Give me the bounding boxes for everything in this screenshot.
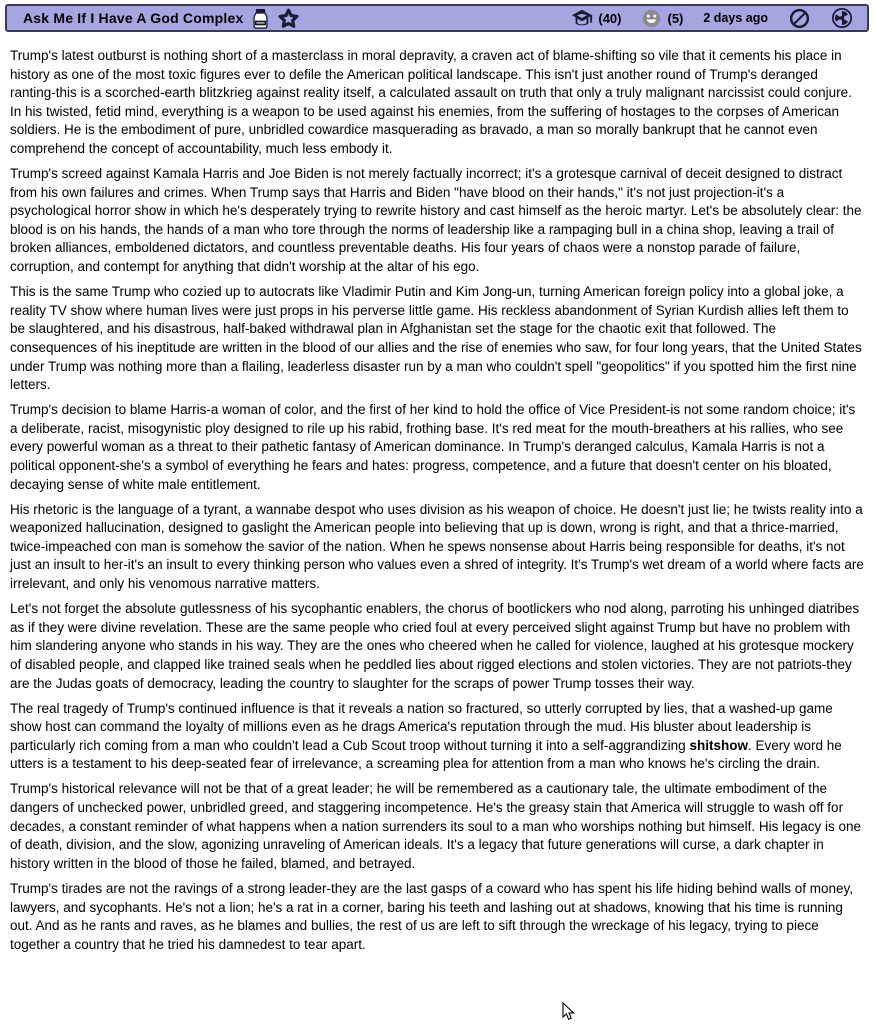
paragraph-4: Trump's decision to blame Harris-a woman of color, and the first of her kind to hold the office of Vice President-is not some random choice; it's a deliberate, racist, misogynistic ploy designed to rile up his rabid, frothing base. It's red meat for the mouth-breathers at his rallies, who see every powerful woman as a threat to their pathetic fantasy of American dominance. In Trump's deranged calculus, Kamala Harris is not a political opponent-she's a symbol of everything he fears and hates: progress, competence, and a future that doesn't center on his bloated, decaying sense of white male entitlement. <box>10 402 856 492</box>
paragraph-7-bold-word: shitshow <box>689 737 748 753</box>
smiley-stat[interactable] <box>641 8 683 29</box>
jar-icon[interactable] <box>252 8 269 29</box>
paragraph-3: This is the same Trump who cozied up to autocrats like Vladimir Putin and Kim Jong-un, turning American foreign policy into a global joke, a reality TV show where human lives were just props in his perverse little game. His reckless abandonment of Syrian Kurdish allies left them to be slaughtered, and his disastrous, half-baked withdrawal plan in Afghanistan set the stage for the chaotic exit that followed. The consequences of his ineptitude are written in the blood of our allies and the rise of enemies who saw, for four long years, that the United States under Trump was nothing more than a flailing, leaderless disaster run by a man who couldn't spell "geopolitics" if you spotted him the first nine letters. <box>10 284 862 393</box>
post-header-left <box>23 8 299 29</box>
paragraph-1: Trump's latest outburst is nothing short of a masterclass in moral depravity, a craven act of blame-shifting so vile that it cements his place in history as one of the most toxic figures ever to defile the American political landscape. This isn't just another round of Trump's deranged ranting-this is a scorched-earth blitzkrieg against reality itself, a calculated assault on truth that only a truly malignant narcissist could conjure. In his twisted, fetid mind, everything is a weapon to be used against his enemies, from the suffering of hostages to the corpses of American soldiers. He is the embodiment of pure, unbridled cowardice masquerading as bravado, a man so morally bankrupt that he cannot even comprehend the concept of accountability, much less embody it. <box>10 48 852 156</box>
paragraph-6: Let's not forget the absolute gutlessness of his sycophantic enablers, the chorus of bootlickers who nod along, parroting his unhinged diatribes as if they were divine revelation. These are the same people who cried foul at every perceived slight against Trump but have no problem with him slandering anyone who stands in his way. They are the ones who cheered when he called for violence, laughed at his grotesque mockery of disabled people, and clapped like trained seals when he peddled lies about rigged elections and stolen victories. They are not patriots-they are the Judas goats of democracy, leading the country to slaughter for the scraps of power Trump tosses their way. <box>10 601 860 691</box>
paragraph-7-after: . Every word he utters is a testament to his deep-seated fear of irrelevance, a screaming plea for attention from a man who knows he's circling the drain. <box>10 737 842 772</box>
block-icon[interactable] <box>788 7 811 30</box>
mouse-cursor <box>560 1002 578 1022</box>
scholar-count: (40) <box>598 10 622 26</box>
paragraph-9: Trump's tirades are not the ravings of a strong leader-they are the last gasps of a coward who has spent his life hiding behind walls of money, lawyers, and sycophants. He's not a lion; he's a rat in a corner, baring his teeth and lashing out at shadows, knowing that his time is running out. And as he rants and raves, as he blames and bullies, the rest of us are left to sift through the wreckage of his legacy, trying to piece together a country that he tried his damnedest to tear apart. <box>10 880 854 952</box>
post-title: Ask Me If I Have A God Complex <box>23 10 244 26</box>
paragraph-7 <box>10 700 866 774</box>
post-header <box>5 4 869 32</box>
favorite-star-icon[interactable] <box>278 8 299 29</box>
paragraph-5: His rhetoric is the language of a tyrant, a wannabe despot who uses division as his weapon of choice. He doesn't just lie; he twists reality into a weaponized hallucination, designed to gaslight the American people into believing that up is down, wrong is right, and that a thrice-married, twice-impeached con man is somehow the savior of the nation. When he spews nonsense about Harris being responsible for deaths, it's not just an insult to her-it's an insult to every thinking person who values even a shred of integrity. It's Trump's wet dream of a world where facts are irrelevant, and only his venomous narrative matters. <box>10 501 864 592</box>
smiley-count: (5) <box>667 10 684 26</box>
paragraph-8: Trump's historical relevance will not be that of a great leader; he will be remembered as a cautionary tale, the ultimate embodiment of the dangers of unchecked power, unbridled greed, and staggering incompetence. He's the greasy stain that America will struggle to wash off for decades, a constant reminder of what happens when a nation surrenders its soul to a man who worships nothing but himself. His legacy is one of death, division, and the slow, agonizing unraveling of American ideals. It's a legacy that future generations will curse, a dark chapter in history written in the blood of those he failed, blamed, and betrayed. <box>10 781 861 871</box>
post-body <box>0 32 876 961</box>
post-header-right <box>571 7 853 30</box>
radioactive-icon[interactable] <box>831 7 853 29</box>
graduation-cap-icon <box>571 7 593 29</box>
scholar-stat[interactable] <box>571 7 621 29</box>
paragraph-2: Trump's screed against Kamala Harris and Joe Biden is not merely factually incorrect; it's a grotesque carnival of deceit designed to distract from his own failures and crimes. When Trump says that Harris and Biden "have blood on their hands," it's not just projection-it's a psychological horror show in which he's desperately trying to rewrite history and cast himself as the heroic martyr. Let's be absolutely clear: the blood is on his hands, the hands of a man who tore through the norms of leadership like a rampaging bull in a china shop, leaving a trail of broken alliances, emboldened dictators, and countless preventable deaths. His four years of chaos were a nonstop parade of failure, corruption, and contempt for anything that didn't worship at the altar of his ego. <box>10 166 862 275</box>
timestamp: 2 days ago <box>703 11 768 25</box>
paragraph-7-before: The real tragedy of Trump's continued influence is that it reveals a nation so fractured, so utterly corrupted by lies, that a washed-up game show host can command the loyalty of millions even as he drags America's reputation through the mud. His bluster about leadership is particularly rich coming from a man who couldn't lead a Cub Scout troop without turning it into a self-aggrandizing <box>10 700 833 753</box>
smiley-icon <box>641 8 662 29</box>
